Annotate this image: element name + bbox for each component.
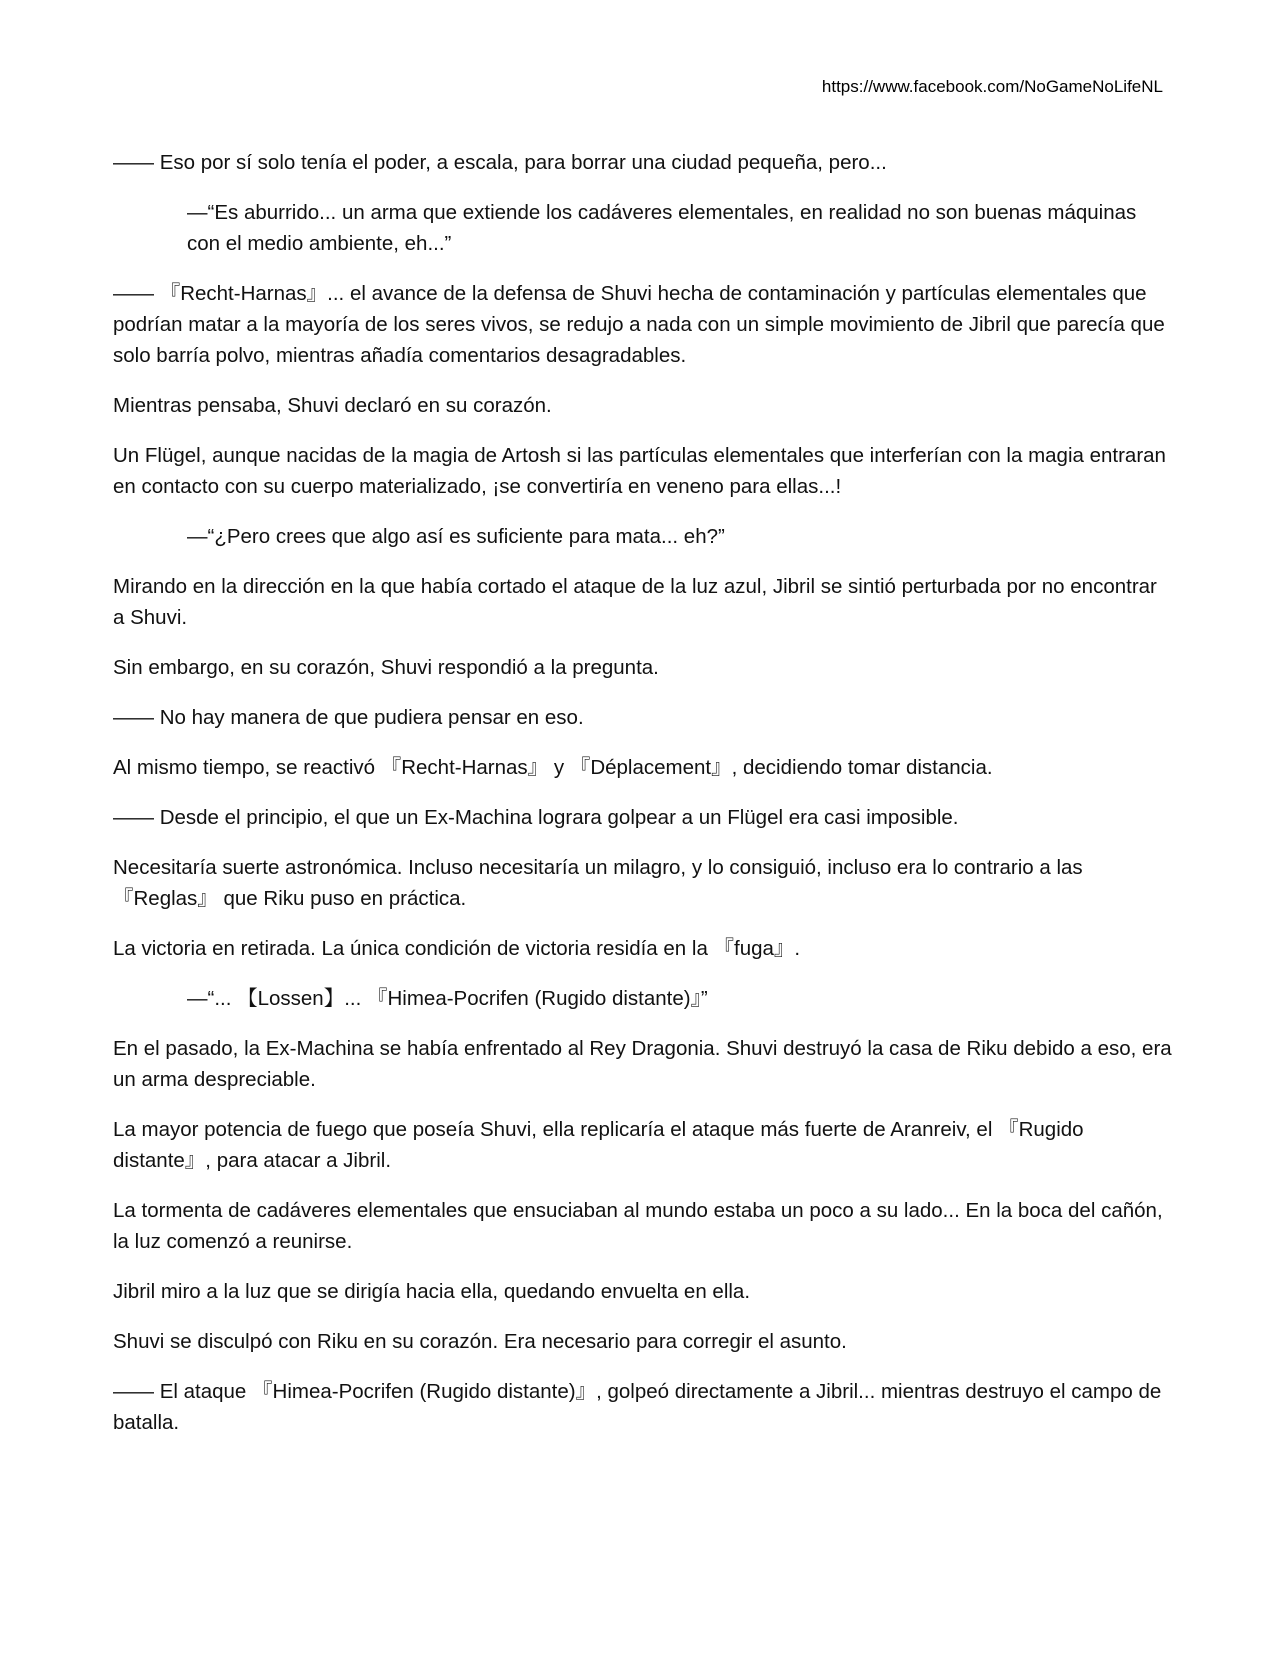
source-url: https://www.facebook.com/NoGameNoLifeNL — [821, 77, 1163, 96]
paragraph: —— Eso por sí solo tenía el poder, a escala, para borrar una ciudad pequeña, pero... — [113, 151, 887, 174]
paragraph: Jibril miro a la luz que se dirigía hacia ella, quedando envuelta en ella. — [113, 1280, 751, 1303]
paragraph: La tormenta de cadáveres elementales que ensuciaban al mundo estaba un poco a su lado... En la boca del cañón, la luz comenzó a reunirse. — [113, 1199, 1163, 1253]
paragraph: Shuvi se disculpó con Riku en su corazón. Era necesario para corregir el asunto. — [113, 1330, 847, 1353]
paragraph: Necesitaría suerte astronómica. Incluso necesitaría un milagro, y lo consiguió, incluso era lo contrario a las 『Reglas』 que Riku puso en práctica. — [113, 856, 1083, 910]
paragraph: La victoria en retirada. La única condición de victoria residía en la 『fuga』. — [113, 937, 801, 960]
paragraph: Al mismo tiempo, se reactivó 『Recht-Harnas』 y 『Déplacement』, decidiendo tomar distancia. — [113, 756, 993, 779]
document-body — [113, 147, 1173, 1457]
paragraph: —— 『Recht-Harnas』... el avance de la defensa de Shuvi hecha de contaminación y partículas elementales que podrían matar a la mayoría de los seres vivos, se redujo a nada con un simple movimiento de Jibril que parecía que solo barría polvo, mientras añadía comentarios desagradables. — [113, 282, 1165, 367]
paragraph: Un Flügel, aunque nacidas de la magia de Artosh si las partículas elementales que interferían con la magia entraran en contacto con su cuerpo materializado, ¡se convertiría en veneno para ellas...! — [113, 444, 1166, 498]
dialogue-paragraph: —“... 【Lossen】... 『Himea-Pocrifen (Rugido distante)』” — [187, 987, 708, 1010]
paragraph: —— El ataque 『Himea-Pocrifen (Rugido distante)』, golpeó directamente a Jibril... mientras destruyo el campo de batalla. — [113, 1380, 1162, 1434]
paragraph: La mayor potencia de fuego que poseía Shuvi, ella replicaría el ataque más fuerte de Aranreiv, el 『Rugido distante』, para atacar a Jibril. — [113, 1118, 1084, 1172]
dialogue-paragraph: —“¿Pero crees que algo así es suficiente para mata... eh?” — [187, 525, 725, 548]
dialogue-paragraph: —“Es aburrido... un arma que extiende los cadáveres elementales, en realidad no son buenas máquinas con el medio ambiente, eh...” — [187, 201, 1137, 255]
paragraph: Mirando en la dirección en la que había cortado el ataque de la luz azul, Jibril se sintió perturbada por no encontrar a Shuvi. — [113, 575, 1157, 629]
paragraph: En el pasado, la Ex-Machina se había enfrentado al Rey Dragonia. Shuvi destruyó la casa de Riku debido a eso, era un arma despreciable. — [113, 1037, 1172, 1091]
paragraph: —— Desde el principio, el que un Ex-Machina lograra golpear a un Flügel era casi imposible. — [113, 806, 959, 829]
paragraph: Sin embargo, en su corazón, Shuvi respondió a la pregunta. — [113, 656, 659, 679]
paragraph: —— No hay manera de que pudiera pensar en eso. — [113, 706, 584, 729]
paragraph: Mientras pensaba, Shuvi declaró en su corazón. — [113, 394, 552, 417]
